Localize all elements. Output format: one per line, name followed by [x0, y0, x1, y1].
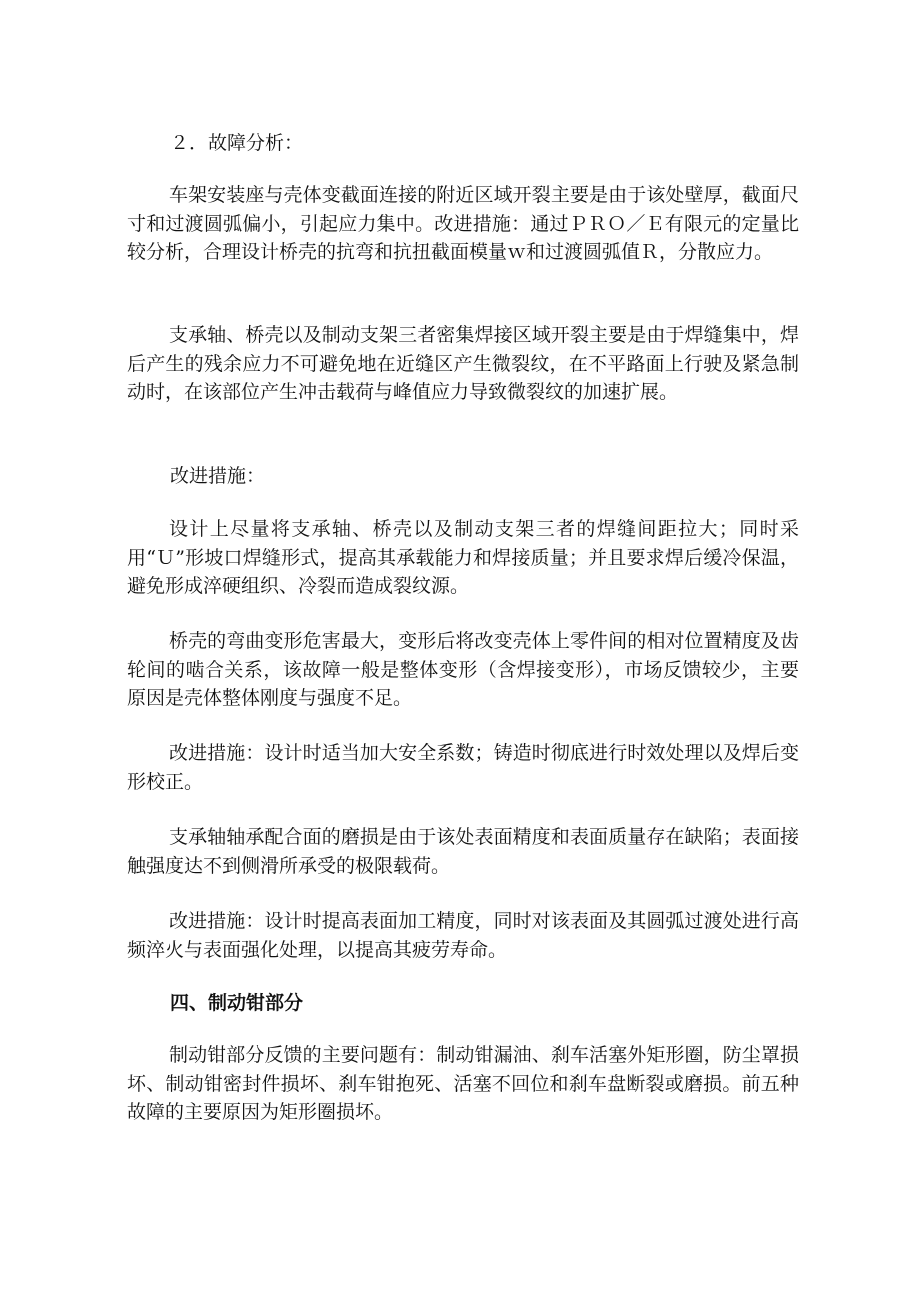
paragraph-frame-mount-cracking: 车架安装座与壳体变截面连接的附近区域开裂主要是由于该处壁厚，截面尺寸和过渡圆弧偏小，引起应力集中。改进措施：通过ＰＲＯ／Ｅ有限元的定量比较分析，合理设计桥壳的抗弯和抗扭截面模量ｗ和过渡圆弧值Ｒ，分散应力。 — [127, 184, 799, 263]
label-improvement-measures: 改进措施： — [170, 465, 266, 487]
paragraph-safety-factor-measures: 改进措施：设计时适当加大安全系数；铸造时彻底进行时效处理以及焊后变形校正。 — [127, 742, 799, 793]
paragraph-brake-caliper-issues: 制动钳部分反馈的主要问题有：制动钳漏油、刹车活塞外矩形圈，防尘罩损坏、制动钳密封件损坏、刹车钳抱死、活塞不回位和刹车盘断裂或磨损。前五种故障的主要原因为矩形圈损坏。 — [127, 1044, 799, 1123]
paragraph-bearing-surface-wear: 支承轴轴承配合面的磨损是由于该处表面精度和表面质量存在缺陷；表面接触强度达不到侧滑所承受的极限载荷。 — [127, 826, 799, 877]
paragraph-weld-zone-cracking: 支承轴、桥壳以及制动支架三者密集焊接区域开裂主要是由于焊缝集中，焊后产生的残余应力不可避免地在近缝区产生微裂纹，在不平路面上行驶及紧急制动时，在该部位产生冲击载荷与峰值应力导致微裂纹的加速扩展。 — [127, 324, 799, 403]
paragraph-surface-hardening-measures: 改进措施：设计时提高表面加工精度，同时对该表面及其圆弧过渡处进行高频淬火与表面强化处理，以提高其疲劳寿命。 — [127, 910, 799, 961]
section-heading-brake-caliper: 四、制动钳部分 — [170, 992, 304, 1014]
section-heading-fault-analysis: ２．故障分析： — [170, 132, 304, 154]
paragraph-weld-spacing-measures: 设计上尽量将支承轴、桥壳以及制动支架三者的焊缝间距拉大；同时采用“Ｕ”形坡口焊缝形式，提高其承载能力和焊接质量；并且要求焊后缓冷保温，避免形成淬硬组织、冷裂而造成裂纹源。 — [127, 518, 799, 597]
paragraph-axle-housing-bending: 桥壳的弯曲变形危害最大，变形后将改变壳体上零件间的相对位置精度及齿轮间的啮合关系，该故障一般是整体变形（含焊接变形），市场反馈较少，主要原因是壳体整体刚度与强度不足。 — [127, 630, 799, 709]
